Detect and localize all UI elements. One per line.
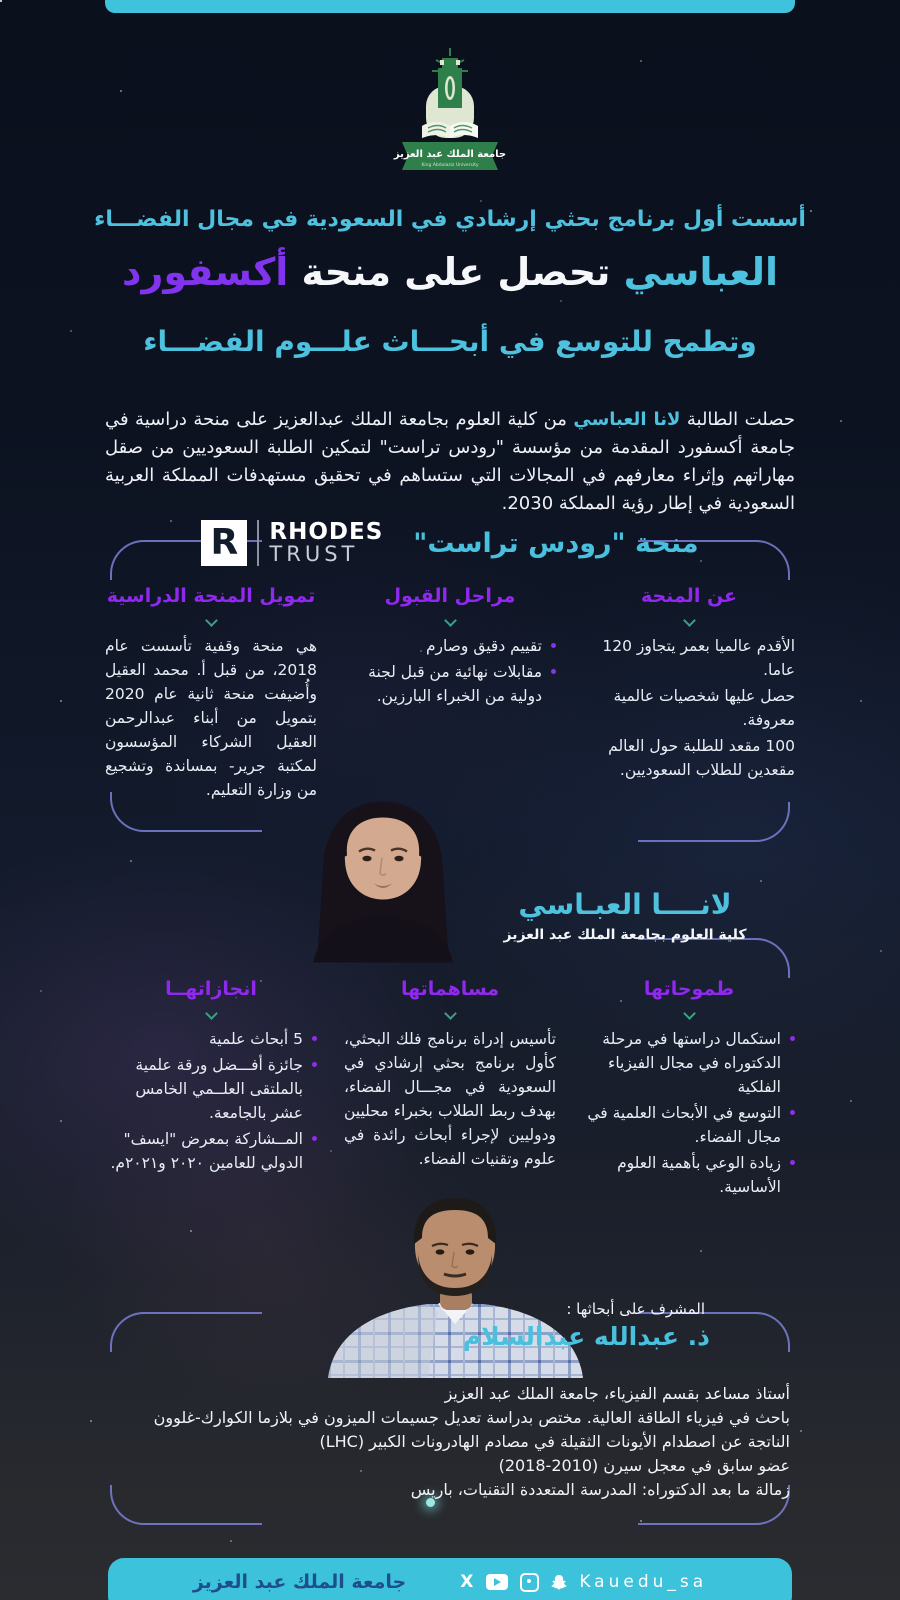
ambition-item: التوسع في الأبحاث العلمية في مجال الفضاء. [583, 1101, 795, 1149]
ambition-item: استكمال دراستها في مرحلة الدكتوراه في مجال الفيزياء الفلكية [583, 1027, 795, 1099]
column-title: عن المنحة [640, 585, 738, 607]
bio-line: عضو سابق في معجل سيرن (2010-2018) [498, 1456, 790, 1475]
contributions-paragraph: تأسيس إدراة برنامج فلك البحثي، كأول برنامج بحثي إرشادي في السعودية في مجـــال الفضاء، بهدف ربط الطلاب بخبراء محليين ودوليين لإجراء أبحاث رائدة في علوم وتقنيات الفضاء. [344, 1030, 556, 1169]
column-title: مساهماتها [400, 978, 500, 1000]
rhodes-section-header [105, 512, 795, 574]
about-item: حصل عليها شخصيات عالمية معروفة. [613, 687, 795, 730]
headline-sub: وتطمح للتوسع في أبحـــاث علـــوم الفضـــاء [143, 325, 757, 358]
intro-text-2: من كلية العلوم بجامعة الملك عبدالعزيز على منحة دراسية في جامعة أكسفورد المقدمة من مؤسسة "رودس تراست" لتمكين الطلبة السعوديين من صقل مهاراتهم وإثراء معارفهم في المجالات التي ستساهم في تحقيق مستهدفات المملكة العربية السعودية في إطار رؤية المملكة 2030. [105, 409, 795, 514]
headline-kicker: أسست أول برنامج بحثي إرشادي في السعودية في مجال الفضـــاء [94, 207, 806, 232]
column-title: انجازاتهــا [165, 978, 257, 1000]
achievement-item: 5 أبحاث علمية [105, 1027, 317, 1051]
intro-text-1: حصلت الطالبة [680, 409, 795, 430]
column-grant-funding [105, 585, 317, 802]
rhodes-columns [105, 585, 795, 802]
column-title: طموحاتها [643, 978, 735, 1000]
column-title: تمويل المنحة الدراسية [106, 585, 316, 607]
stage-item: مقابلات نهائية من قبل لجنة دولية من الخبراء البارزين. [344, 660, 556, 708]
rhodes-logo-wordmark [269, 518, 384, 567]
column-title: مراحل القبول [384, 585, 516, 607]
youtube-icon[interactable] [486, 1574, 508, 1590]
supervisor-label: المشرف على أبحاثها : [566, 1300, 705, 1318]
intro-paragraph [105, 406, 795, 518]
chevron-down-icon [444, 1007, 457, 1020]
rhodes-section-title: منحة "رودس تراست" [413, 527, 699, 559]
footer-social-handle[interactable]: Kauedu_sa [579, 1572, 708, 1592]
footer-university-name: جامعة الملك عبد العزيز [192, 1571, 407, 1593]
rhodes-logo-divider [257, 520, 259, 566]
column-ambitions [583, 978, 795, 1201]
svg-text:جامعة الملك عبد العزيز: جامعة الملك عبد العزيز [393, 149, 507, 160]
supervisor-bio [130, 1382, 790, 1502]
rhodes-r-badge-icon: R [201, 520, 247, 566]
student-photo [283, 795, 483, 963]
achievement-item: جائزة أفـــضل ورقة علمية بالملتقى العلــمي الخامس عشر بالجامعة. [105, 1053, 317, 1125]
stage-item: تقييم دقيق وصارم [344, 634, 556, 658]
funding-paragraph: هي منحة وقفية تأسست عام 2018، من قبل أ. محمد العقيل وأُضيفت منحة ثانية عام 2020 بتمويل من أبناء عبدالرحمن العقيل الشركاء المؤسسون لمكتبة جرير- بمساندة وتشجيع من وزارة التعليم. [105, 637, 317, 800]
bio-line: أستاذ مساعد بقسم الفيزياء، جامعة الملك عبد العزيز [444, 1384, 790, 1403]
about-item: الأقدم عالميا بعمر يتجاوز 120 عاما. [602, 637, 795, 680]
headline-name: العباسي [623, 250, 778, 294]
svg-text:King Abdulaziz University: King Abdulaziz University [421, 163, 479, 168]
kau-university-logo-icon [388, 44, 512, 176]
top-accent-bar [105, 0, 795, 13]
student-name-block [455, 888, 795, 943]
chevron-down-icon [683, 614, 696, 627]
column-about-grant [583, 585, 795, 802]
rhodes-wordmark-line2: TRUST [269, 542, 359, 567]
column-contributions [344, 978, 556, 1201]
supervisor-frame-corner-left [110, 1312, 262, 1352]
frame-corner-bottom-right [638, 802, 790, 842]
chevron-down-icon [683, 1007, 696, 1020]
student-name: لانــــا العبـاسي [518, 888, 732, 921]
bio-line: الناتجة عن اصطدام الأيونات الثقيلة في مصادم الهادرونات الكبير (LHC) [319, 1432, 790, 1451]
about-item: 100 مقعد للطلبة حول العالم مقعدين للطلاب السعوديين. [608, 737, 795, 780]
bio-line: زمالة ما بعد الدكتوراه: المدرسة المتعددة التقنيات، باريس [410, 1480, 790, 1499]
snapchat-icon[interactable] [551, 1574, 567, 1591]
chevron-down-icon [205, 614, 218, 627]
chevron-down-icon [444, 614, 457, 627]
student-columns [105, 978, 795, 1201]
column-achievements [105, 978, 317, 1201]
instagram-icon[interactable] [520, 1573, 539, 1592]
x-icon[interactable]: X [460, 1572, 475, 1592]
footer-bar [108, 1558, 792, 1600]
column-admission-stages [344, 585, 556, 802]
headline-mid: تحصل على منحة [288, 250, 624, 294]
supervisor-name: ذ. عبدالله عبدالسلام [462, 1322, 710, 1351]
rhodes-trust-logo [201, 520, 383, 566]
intro-student-name: لانا العباسي [573, 409, 681, 430]
headline-main [0, 250, 900, 294]
bio-line: باحث في فيزياء الطاقة العالية. مختص بدراسة تعديل جسيمات الميزون في بلازما الكوارك-غلوون [153, 1408, 790, 1427]
footer-social-row [460, 1572, 707, 1592]
student-college: كلية العلوم بجامعة الملك عبد العزيز [503, 927, 747, 943]
headline-oxford: أكسفورد [121, 250, 289, 294]
rhodes-wordmark-line1: RHODES [269, 518, 384, 545]
ambition-item: زيادة الوعي بأهمية العلوم الأساسية. [583, 1151, 795, 1199]
student-frame-corner-right [638, 938, 790, 978]
chevron-down-icon [205, 1007, 218, 1020]
achievement-item: المــشاركة بمعرض "ايسف" الدولي للعامين ٢٠٢٠ و٢٠٢١م. [105, 1127, 317, 1175]
